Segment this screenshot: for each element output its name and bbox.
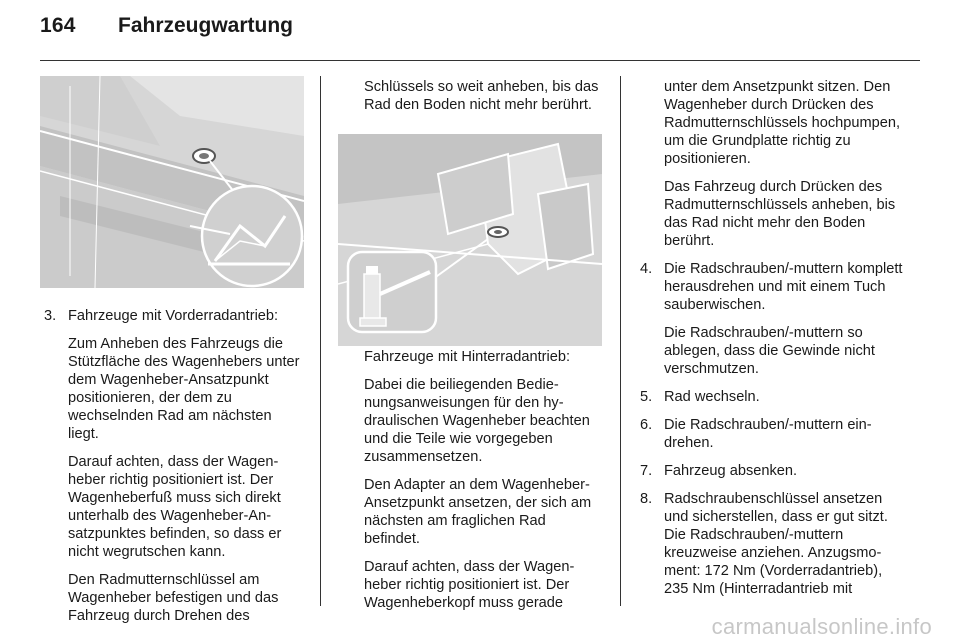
paragraph: Dabei die beiliegenden Bedienungsanweisungen für den hydraulischen Wagenheber beachten und die Teile wie vorgegeben zusammensetzen. — [364, 377, 590, 465]
column-2-intro — [364, 78, 604, 124]
watermark: carmanualsonline.info — [711, 614, 932, 639]
column-divider-right — [620, 76, 621, 606]
page-title: Fahrzeugwartung — [118, 14, 294, 37]
paragraph: Das Fahrzeug durch Drücken des Radmutternschlüssels anheben, bis das Rad nicht mehr den Boden berührt. — [664, 179, 896, 249]
list-item — [640, 260, 906, 378]
paragraph: Fahrzeug absenken. — [664, 463, 798, 479]
list-item — [44, 307, 306, 625]
list-number: 6. — [640, 417, 653, 433]
list-number: 4. — [640, 261, 653, 277]
list-item — [640, 490, 906, 598]
list-number: 3. — [44, 308, 57, 324]
paragraph: Rad wechseln. — [664, 389, 760, 405]
column-3 — [640, 78, 906, 608]
list-item — [640, 416, 906, 452]
item-heading: Fahrzeuge mit Vorderradantrieb: — [68, 308, 279, 324]
column-1 — [44, 307, 306, 635]
paragraph: Zum Anheben des Fahrzeugs die Stützfläche des Wagenhebers unter dem Wagenheber-Ansatzpunkt positionieren, der dem zu wechselnden Rad am nächsten liegt. — [68, 336, 300, 442]
paragraph: Schlüssels so weit anheben, bis das Rad den Boden nicht mehr berührt. — [364, 79, 599, 113]
page-number: 164 — [40, 14, 76, 37]
paragraph: unter dem Ansetzpunkt sitzen. Den Wagenheber durch Drücken des Radmutternschlüssels hochpumpen, um die Grundplatte richtig zu positionieren. — [664, 79, 901, 167]
list-number: 8. — [640, 491, 653, 507]
list-item — [640, 462, 906, 480]
list-number: 5. — [640, 389, 653, 405]
paragraph: Fahrzeuge mit Hinterradantrieb: — [364, 349, 571, 365]
list-number: 7. — [640, 463, 653, 479]
paragraph: Darauf achten, dass der Wagenheber richtig positioniert ist. Der Wagenheberfuß muss sich direkt unterhalb des Wagenheber-Ansatzpunktes befinden, so dass er nicht wegrutschen kann. — [68, 454, 282, 560]
paragraph: Darauf achten, dass der Wagenheber richtig positioniert ist. Der Wagenheberkopf muss gerade — [364, 559, 575, 611]
paragraph: Den Radmutternschlüssel am Wagenheber befestigen und das Fahrzeug durch Drehen des — [68, 572, 279, 624]
paragraph: Die Radschrauben/-muttern komplett herausdrehen und mit einem Tuch sauberwischen. — [664, 261, 903, 313]
jack-point-illustration-rear — [338, 134, 602, 346]
paragraph: Die Radschrauben/-muttern eindrehen. — [664, 417, 872, 451]
header-rule — [40, 60, 920, 61]
jack-point-illustration-front — [40, 76, 304, 288]
column-2 — [364, 348, 604, 622]
list-item — [640, 388, 906, 406]
paragraph: Die Radschrauben/-muttern so ablegen, dass die Gewinde nicht verschmutzen. — [664, 325, 875, 377]
paragraph: Den Adapter an dem Wagenheber-Ansetzpunkt ansetzen, der sich am nächsten am fraglichen Rad befindet. — [364, 477, 592, 547]
paragraph: Radschraubenschlüssel ansetzen und sicherstellen, dass er gut sitzt. Die Radschrauben/-muttern kreuzweise anziehen. Anzugsmoment: 172 Nm (Vorderradantrieb), 235 Nm (Hinterradantrieb mit — [664, 491, 888, 597]
column-divider-left — [320, 76, 321, 606]
